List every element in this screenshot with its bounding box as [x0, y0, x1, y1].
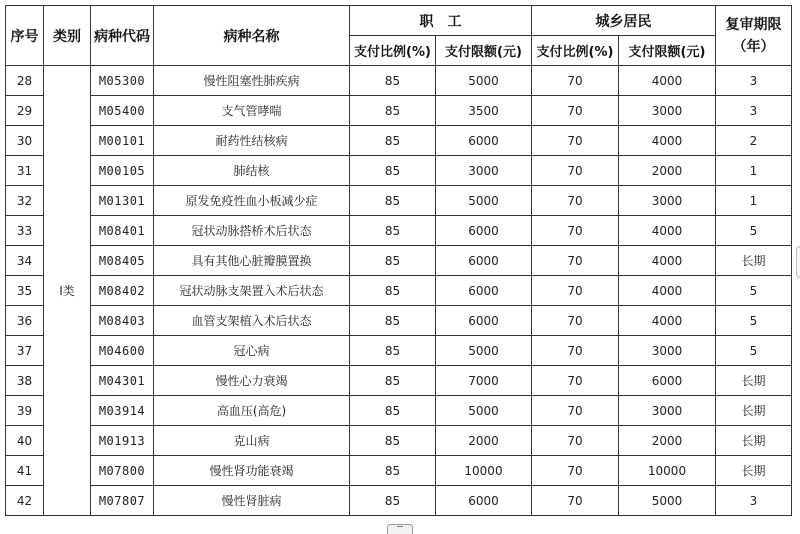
cell-disease-name: 慢性肾功能衰竭 — [154, 456, 350, 486]
table-row — [6, 246, 792, 276]
cell-code: M01301 — [91, 186, 154, 216]
cell-seq: 28 — [6, 66, 44, 96]
cell-employee-ratio: 85 — [350, 276, 436, 306]
cell-seq: 31 — [6, 156, 44, 186]
cell-code: M08403 — [91, 306, 154, 336]
cell-disease-name: 耐药性结核病 — [154, 126, 350, 156]
cell-resident-limit: 3000 — [619, 96, 716, 126]
cell-employee-limit: 5000 — [436, 186, 532, 216]
cell-employee-limit: 3000 — [436, 156, 532, 186]
cell-resident-ratio: 70 — [532, 126, 619, 156]
header-review-text: 复审期限 （年） — [725, 16, 782, 55]
cell-employee-ratio: 85 — [350, 156, 436, 186]
cell-resident-ratio: 70 — [532, 366, 619, 396]
cell-disease-name: 支气管哮喘 — [154, 96, 350, 126]
cell-code: M04600 — [91, 336, 154, 366]
cell-code: M08402 — [91, 276, 154, 306]
cell-employee-limit: 6000 — [436, 306, 532, 336]
cell-employee-limit: 5000 — [436, 66, 532, 96]
header-employee: 职 工 — [350, 6, 532, 36]
cell-employee-ratio: 85 — [350, 486, 436, 516]
header-name: 病种名称 — [154, 6, 350, 66]
cell-code: M00101 — [91, 126, 154, 156]
header-category: 类别 — [44, 6, 91, 66]
cell-employee-ratio: 85 — [350, 186, 436, 216]
cell-code: M05300 — [91, 66, 154, 96]
cell-employee-ratio: 85 — [350, 366, 436, 396]
header-seq: 序号 — [6, 6, 44, 66]
table-row — [6, 156, 792, 186]
cell-employee-ratio: 85 — [350, 306, 436, 336]
cell-disease-name: 肺结核 — [154, 156, 350, 186]
cell-seq: 39 — [6, 396, 44, 426]
cell-resident-limit: 10000 — [619, 456, 716, 486]
cell-resident-limit: 3000 — [619, 186, 716, 216]
cell-seq: 41 — [6, 456, 44, 486]
table-row — [6, 396, 792, 426]
cell-disease-name: 慢性心力衰竭 — [154, 366, 350, 396]
cell-resident-limit: 2000 — [619, 156, 716, 186]
cell-seq: 29 — [6, 96, 44, 126]
header-code: 病种代码 — [91, 6, 154, 66]
cell-employee-limit: 3500 — [436, 96, 532, 126]
cell-review-period: 长期 — [716, 366, 792, 396]
cell-resident-ratio: 70 — [532, 396, 619, 426]
cell-resident-ratio: 70 — [532, 186, 619, 216]
table-row — [6, 426, 792, 456]
cell-review-period: 3 — [716, 96, 792, 126]
cell-employee-ratio: 85 — [350, 336, 436, 366]
cell-resident-ratio: 70 — [532, 276, 619, 306]
disease-payment-table — [5, 5, 792, 516]
table-row — [6, 486, 792, 516]
cell-review-period: 长期 — [716, 246, 792, 276]
cell-resident-limit: 4000 — [619, 66, 716, 96]
cell-disease-name: 冠心病 — [154, 336, 350, 366]
cell-code: M03914 — [91, 396, 154, 426]
cell-seq: 35 — [6, 276, 44, 306]
cell-seq: 30 — [6, 126, 44, 156]
cell-employee-limit: 6000 — [436, 126, 532, 156]
cell-resident-ratio: 70 — [532, 306, 619, 336]
cell-resident-limit: 5000 — [619, 486, 716, 516]
cell-employee-limit: 7000 — [436, 366, 532, 396]
cell-code: M08401 — [91, 216, 154, 246]
cell-seq: 42 — [6, 486, 44, 516]
table-row — [6, 126, 792, 156]
cell-disease-name: 慢性肾脏病 — [154, 486, 350, 516]
cell-resident-limit: 6000 — [619, 366, 716, 396]
cell-employee-limit: 6000 — [436, 276, 532, 306]
cell-resident-limit: 4000 — [619, 246, 716, 276]
cell-disease-name: 冠状动脉搭桥术后状态 — [154, 216, 350, 246]
cell-resident-limit: 4000 — [619, 216, 716, 246]
cell-employee-ratio: 85 — [350, 426, 436, 456]
cell-code: M05400 — [91, 96, 154, 126]
cell-review-period: 2 — [716, 126, 792, 156]
cell-resident-ratio: 70 — [532, 336, 619, 366]
cell-employee-limit: 6000 — [436, 216, 532, 246]
cell-disease-name: 克山病 — [154, 426, 350, 456]
cell-resident-ratio: 70 — [532, 456, 619, 486]
table-row — [6, 456, 792, 486]
cell-review-period: 3 — [716, 66, 792, 96]
cell-employee-limit: 2000 — [436, 426, 532, 456]
cell-seq: 32 — [6, 186, 44, 216]
cell-resident-limit: 4000 — [619, 276, 716, 306]
cell-resident-ratio: 70 — [532, 216, 619, 246]
grip-icon — [397, 526, 403, 531]
cell-seq: 34 — [6, 246, 44, 276]
side-panel-tab[interactable] — [796, 246, 800, 278]
cell-resident-limit: 2000 — [619, 426, 716, 456]
cell-resident-ratio: 70 — [532, 156, 619, 186]
table-row — [6, 96, 792, 126]
cell-review-period: 3 — [716, 486, 792, 516]
cell-seq: 33 — [6, 216, 44, 246]
cell-resident-ratio: 70 — [532, 66, 619, 96]
cell-disease-name: 冠状动脉支架置入术后状态 — [154, 276, 350, 306]
cell-resident-ratio: 70 — [532, 486, 619, 516]
cell-disease-name: 慢性阻塞性肺疾病 — [154, 66, 350, 96]
cell-review-period: 5 — [716, 306, 792, 336]
table-row — [6, 366, 792, 396]
cell-review-period: 5 — [716, 336, 792, 366]
cell-review-period: 1 — [716, 156, 792, 186]
cell-seq: 38 — [6, 366, 44, 396]
table-row — [6, 216, 792, 246]
cell-review-period: 1 — [716, 186, 792, 216]
cell-review-period: 5 — [716, 216, 792, 246]
cell-resident-limit: 4000 — [619, 306, 716, 336]
cell-employee-ratio: 85 — [350, 216, 436, 246]
cell-employee-ratio: 85 — [350, 396, 436, 426]
cell-resident-limit: 3000 — [619, 396, 716, 426]
cell-employee-ratio: 85 — [350, 456, 436, 486]
cell-employee-limit: 5000 — [436, 396, 532, 426]
cell-code: M01913 — [91, 426, 154, 456]
header-employee-limit: 支付限额(元) — [436, 36, 532, 66]
cell-employee-limit: 6000 — [436, 486, 532, 516]
header-review-period — [716, 6, 792, 66]
header-employee-ratio: 支付比例(%) — [350, 36, 436, 66]
cell-resident-limit: 4000 — [619, 126, 716, 156]
cell-disease-name: 具有其他心脏瓣膜置换 — [154, 246, 350, 276]
cell-employee-ratio: 85 — [350, 126, 436, 156]
cell-employee-limit: 5000 — [436, 336, 532, 366]
cell-resident-limit: 3000 — [619, 336, 716, 366]
table-row — [6, 306, 792, 336]
cell-employee-limit: 10000 — [436, 456, 532, 486]
header-resident-ratio: 支付比例(%) — [532, 36, 619, 66]
cell-code: M08405 — [91, 246, 154, 276]
table-row — [6, 186, 792, 216]
cell-disease-name: 原发免疫性血小板减少症 — [154, 186, 350, 216]
cell-code: M00105 — [91, 156, 154, 186]
cell-employee-ratio: 85 — [350, 66, 436, 96]
cell-review-period: 长期 — [716, 396, 792, 426]
cell-resident-ratio: 70 — [532, 246, 619, 276]
cell-review-period: 5 — [716, 276, 792, 306]
cell-category: I类 — [44, 66, 91, 516]
table-row — [6, 276, 792, 306]
cell-code: M07800 — [91, 456, 154, 486]
cell-disease-name: 高血压(高危) — [154, 396, 350, 426]
table-row — [6, 336, 792, 366]
cell-resident-ratio: 70 — [532, 96, 619, 126]
cell-code: M04301 — [91, 366, 154, 396]
cell-seq: 40 — [6, 426, 44, 456]
cell-resident-ratio: 70 — [532, 426, 619, 456]
table-row — [6, 66, 792, 96]
table-body — [6, 66, 792, 516]
cell-review-period: 长期 — [716, 426, 792, 456]
cell-seq: 37 — [6, 336, 44, 366]
cell-disease-name: 血管支架植入术后状态 — [154, 306, 350, 336]
cell-seq: 36 — [6, 306, 44, 336]
cell-employee-ratio: 85 — [350, 246, 436, 276]
header-resident-limit: 支付限额(元) — [619, 36, 716, 66]
header-resident: 城乡居民 — [532, 6, 716, 36]
cell-code: M07807 — [91, 486, 154, 516]
cell-employee-ratio: 85 — [350, 96, 436, 126]
cell-review-period: 长期 — [716, 456, 792, 486]
cell-employee-limit: 6000 — [436, 246, 532, 276]
